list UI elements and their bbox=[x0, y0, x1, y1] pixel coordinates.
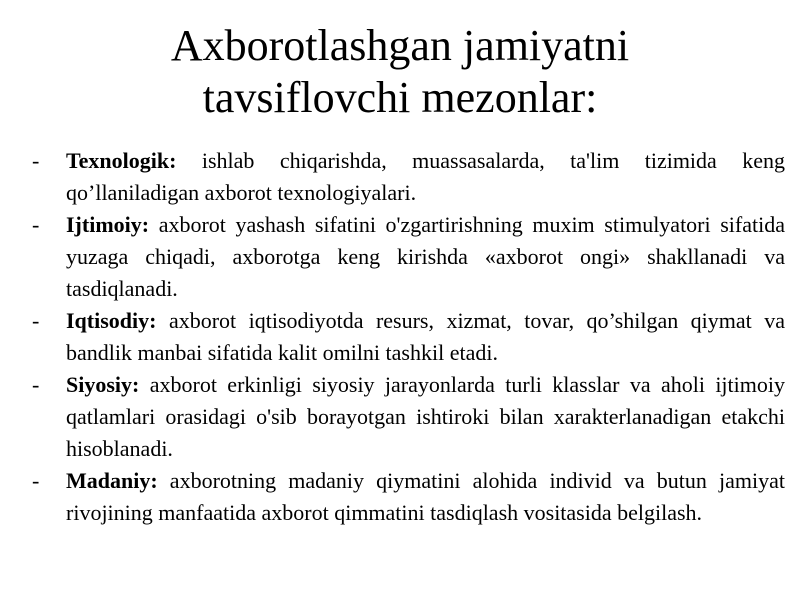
criteria-text: ishlab chiqarishda, muassasalarda, ta'lim tizimida keng qo’llaniladigan axborot texnologiyalari. bbox=[66, 148, 785, 205]
criteria-text: axborot yashash sifatini o'zgartirishning muxim stimulyatori sifatida yuzaga chiqadi, axborotga keng kirishda «axborot ongi» shakllanadi va tasdiqlanadi. bbox=[66, 212, 785, 301]
bullet-dash-icon: - bbox=[32, 372, 40, 397]
criteria-text: axborot iqtisodiyotda resurs, xizmat, tovar, qo’shilgan qiymat va bandlik manbai sifatida kalit omilni tashkil etadi. bbox=[66, 308, 785, 365]
bullet-dash-icon: - bbox=[32, 148, 40, 173]
bullet-dash-icon: - bbox=[32, 468, 40, 493]
criteria-item-iqtisodiy bbox=[30, 305, 785, 369]
bullet-dash-icon: - bbox=[32, 308, 40, 333]
criteria-term: Siyosiy: bbox=[66, 372, 140, 397]
criteria-item-madaniy bbox=[30, 465, 785, 529]
criteria-term: Ijtimoiy: bbox=[66, 212, 150, 237]
bullet-dash-icon: - bbox=[32, 212, 40, 237]
criteria-item-ijtimoiy bbox=[30, 209, 785, 305]
slide-title bbox=[40, 20, 760, 124]
criteria-term: Madaniy: bbox=[66, 468, 158, 493]
criteria-item-texnologik bbox=[30, 145, 785, 209]
criteria-term: Texnologik: bbox=[66, 148, 177, 173]
title-line-1: Axborotlashgan jamiyatni bbox=[170, 21, 630, 70]
criteria-text: axborot erkinligi siyosiy jarayonlarda turli klasslar va aholi ijtimoiy qatlamlari orasidagi o'sib borayotgan ishtiroki bilan xarakterlanadigan etakchi hisoblanadi. bbox=[66, 372, 785, 461]
criteria-term: Iqtisodiy: bbox=[66, 308, 157, 333]
criteria-list bbox=[30, 145, 785, 529]
title-line-2: tavsiflovchi mezonlar: bbox=[202, 73, 598, 122]
criteria-text: axborotning madaniy qiymatini alohida individ va butun jamiyat rivojining manfaatida axborot qimmatini tasdiqlash vositasida belgilash. bbox=[66, 468, 785, 525]
criteria-item-siyosiy bbox=[30, 369, 785, 465]
